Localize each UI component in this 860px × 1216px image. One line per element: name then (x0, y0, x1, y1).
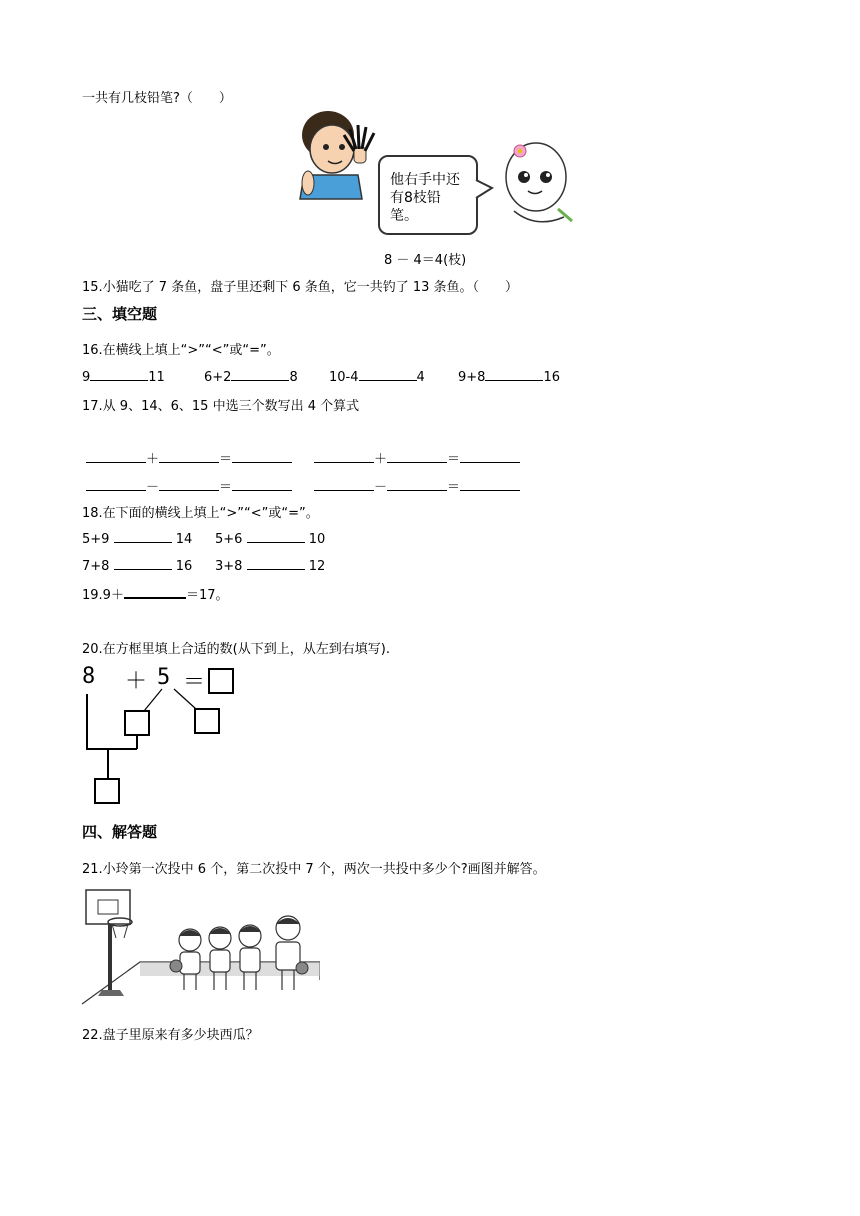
q16-item-4 (458, 368, 560, 385)
bubble-line-1: 他右手中还 (390, 172, 460, 188)
speech-bubble (378, 155, 478, 235)
equals-sign: ＝ (447, 452, 461, 467)
q18-item-4-right: 12 (308, 559, 326, 574)
q17-row-2-left (86, 476, 292, 495)
section-4-title: 四、解答题 (82, 823, 158, 841)
q18-text: 18.在下面的横线上填上“>”“<”或“=”。 (82, 506, 319, 521)
plus-sign: ＋ (374, 452, 388, 467)
q17-row-2-right (314, 476, 520, 495)
q20-bracket-bottom (86, 748, 137, 750)
q17-row-1-left (86, 448, 292, 467)
q17-blank[interactable] (460, 450, 520, 463)
q19 (82, 584, 229, 603)
equals-sign: ＝ (447, 480, 461, 495)
equals-sign: ＝ (219, 452, 233, 467)
equals-sign: ＝ (219, 480, 233, 495)
q16-text: 16.在横线上填上“>”“<”或“=”。 (82, 343, 280, 358)
q18-blank-2[interactable] (247, 530, 305, 543)
q17-blank[interactable] (387, 450, 447, 463)
q19-blank[interactable] (124, 585, 186, 599)
q16-item-3-left: 10-4 (329, 370, 359, 385)
q21-illustration (80, 884, 320, 1008)
q20-bracket-stem (107, 748, 109, 778)
q14-question: 一共有几枝铅笔?（ ） (82, 91, 232, 106)
q18-item-2 (215, 530, 325, 547)
q18-item-3-left: 7+8 (82, 559, 110, 574)
q18-item-3-right: 16 (175, 559, 193, 574)
q16-blank-4[interactable] (485, 368, 543, 381)
q18-blank-3[interactable] (114, 557, 172, 570)
section-3-title: 三、填空题 (82, 305, 158, 323)
q18-item-2-left: 5+6 (215, 532, 243, 547)
q19-suffix: ＝17。 (185, 588, 229, 603)
q20-bracket-left (86, 694, 88, 749)
q17-text: 17.从 9、14、6、15 中选三个数写出 4 个算式 (82, 399, 360, 414)
q18-item-4-left: 3+8 (215, 559, 243, 574)
q15-text: 15.小猫吃了 7 条鱼，盘子里还剩下 6 条鱼，它一共钓了 13 条鱼。（ ） (82, 280, 519, 295)
minus-sign: － (146, 480, 160, 495)
q16-item-1 (82, 368, 165, 385)
q20-answer-box[interactable] (208, 668, 234, 694)
q18-item-4 (215, 557, 325, 574)
q16-item-2-right: 8 (289, 370, 298, 385)
q16-blank-1[interactable] (90, 368, 148, 381)
q17-blank[interactable] (232, 478, 292, 491)
q20-text: 20.在方框里填上合适的数(从下到上，从左到右填写). (82, 642, 390, 657)
q16-item-3 (329, 368, 425, 385)
q20-split-box-right[interactable] (194, 708, 220, 734)
q17-blank[interactable] (314, 450, 374, 463)
q17-blank[interactable] (460, 478, 520, 491)
q17-blank[interactable] (159, 450, 219, 463)
q22-text: 22.盘子里原来有多少块西瓜？ (82, 1028, 259, 1043)
q16-blank-3[interactable] (359, 368, 417, 381)
plus-sign: ＋ (146, 452, 160, 467)
q17-blank[interactable] (314, 478, 374, 491)
q18-item-3 (82, 557, 192, 574)
q20-plus: ＋ (125, 669, 148, 694)
bubble-tail (474, 178, 494, 202)
q20-num-a: 8 (82, 664, 96, 689)
q20-result-box[interactable] (94, 778, 120, 804)
q16-item-4-left: 9+8 (458, 370, 486, 385)
q18-blank-1[interactable] (114, 530, 172, 543)
q17-blank[interactable] (86, 478, 146, 491)
q21-text: 21.小玲第一次投中 6 个，第二次投中 7 个，两次一共投中多少个?画图并解答。 (82, 862, 546, 877)
q14-equation: 8 － 4＝4(枝) (384, 253, 467, 268)
q17-blank[interactable] (86, 450, 146, 463)
minus-sign: － (374, 480, 388, 495)
q17-blank[interactable] (159, 478, 219, 491)
bubble-line-2: 有8枝铅笔。 (390, 190, 441, 224)
q18-item-1-left: 5+9 (82, 532, 110, 547)
q18-blank-4[interactable] (247, 557, 305, 570)
q18-item-2-right: 10 (308, 532, 326, 547)
q20-equals: ＝ (183, 670, 206, 695)
q17-blank[interactable] (232, 450, 292, 463)
q16-item-3-right: 4 (416, 370, 425, 385)
q16-blank-2[interactable] (231, 368, 289, 381)
q16-item-1-right: 11 (148, 370, 165, 385)
q16-item-2-left: 6+2 (204, 370, 232, 385)
q20-split-box-left[interactable] (124, 710, 150, 736)
q18-item-1 (82, 530, 192, 547)
q16-item-4-right: 16 (543, 370, 560, 385)
q16-item-1-left: 9 (82, 370, 91, 385)
q20-num-b: 5 (157, 665, 171, 690)
q18-item-1-right: 14 (175, 532, 193, 547)
q17-blank[interactable] (387, 478, 447, 491)
q16-item-2 (204, 368, 298, 385)
q19-prefix: 19.9＋ (82, 588, 124, 603)
q17-row-1-right (314, 448, 520, 467)
